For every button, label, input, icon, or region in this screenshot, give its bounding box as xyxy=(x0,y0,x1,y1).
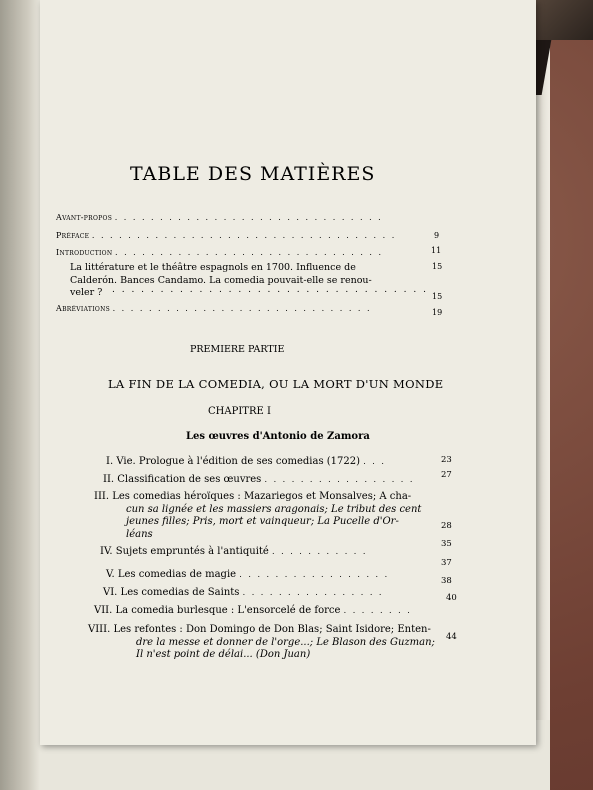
entry-text-continued: cun sa lignée et les massiers aragonais; Le tribut des cent xyxy=(126,503,422,515)
chapter-heading: CHAPITRE I xyxy=(208,406,271,417)
toc-entry xyxy=(88,624,440,662)
entry-number: II. xyxy=(103,474,115,485)
leader-dots: . . . . . . . . . . . . . . . . . xyxy=(264,475,415,484)
leader-dots: . . . . . . . . . . . . . . . . . . . . . . . . . . . . . . . . . xyxy=(112,285,428,295)
entry-text: Les refontes : Don Domingo de Don Blas; Saint Isidore; Enten- xyxy=(113,624,431,635)
leader-dots: . . . xyxy=(363,457,386,466)
leader-dots: . . . . . . . . . . . . . . . . . . . . . . . . . . . . . xyxy=(112,304,372,313)
intro-line: Calderón. Bances Candamo. La comedia pouvait-elle se renou- xyxy=(70,274,372,286)
leader-dots: . . . . . . . . . . . . . . . . . xyxy=(239,570,390,579)
intro-line: La littérature et le théâtre espagnols en 1700. Influence de xyxy=(70,262,356,273)
part-title: LA FIN DE LA COMEDIA, OU LA MORT D'UN MONDE xyxy=(108,377,444,391)
page-number: 27 xyxy=(441,470,452,480)
entry-text: La comedia burlesque : L'ensorcelé de force xyxy=(115,605,341,616)
front-matter-preface xyxy=(56,231,416,240)
front-matter-label: Introduction xyxy=(56,248,113,257)
page-edges xyxy=(536,0,550,720)
intro-line: veler ? xyxy=(70,287,103,298)
binding-shadow xyxy=(0,0,40,790)
entry-number: VI. xyxy=(103,587,118,598)
part-heading: PREMIERE PARTIE xyxy=(190,344,285,355)
entry-number: IV. xyxy=(100,546,113,557)
toc-entry xyxy=(100,546,460,559)
page-number: 38 xyxy=(441,576,452,586)
entry-text-continued: dre la messe et donner de l'orge...; Le Blason des Guzman; xyxy=(136,636,435,648)
page-number: 19 xyxy=(432,308,443,317)
toc-entry xyxy=(94,605,454,618)
entry-text: Classification de ses œuvres xyxy=(117,474,262,485)
leader-dots: . . . . . . . . . . . . . . . . . . . . . . . . . . . . . . xyxy=(114,213,383,222)
entry-number: V. xyxy=(106,569,115,580)
toc-entry xyxy=(94,491,444,541)
entry-text: Sujets empruntés à l'antiquité xyxy=(115,546,269,557)
entry-number: VII. xyxy=(94,605,113,616)
front-matter-avant-propos xyxy=(56,213,416,222)
toc-entry xyxy=(106,569,466,582)
page-number: 15 xyxy=(432,292,443,301)
entry-number: I. xyxy=(106,456,114,467)
page-number: 40 xyxy=(446,593,457,603)
front-matter-abbreviations xyxy=(56,304,416,313)
entry-number: VIII. xyxy=(88,624,111,635)
entry-number: III. xyxy=(94,491,110,502)
page-number: 44 xyxy=(446,632,457,642)
page-number: 9 xyxy=(434,231,440,240)
page-number: 28 xyxy=(441,521,452,531)
page-title: TABLE DES MATIÈRES xyxy=(130,163,376,185)
toc-entry xyxy=(103,474,463,487)
page-number: 23 xyxy=(441,455,452,465)
entry-text: Vie. Prologue à l'édition de ses comedias (1722) xyxy=(116,456,360,467)
chapter-title: Les œuvres d'Antonio de Zamora xyxy=(186,431,370,442)
leader-dots: . . . . . . . . . . . . . . . . . . . . . . . . . . . . . . xyxy=(115,248,384,257)
entry-text-continued: jeunes filles; Pris, mort et vainqueur; La Pucelle d'Or- xyxy=(126,516,399,527)
leader-dots: . . . . . . . . xyxy=(343,606,412,615)
entry-text-continued: Il n'est point de délai... (Don Juan) xyxy=(136,649,311,660)
toc-entry xyxy=(103,587,463,600)
front-matter-introduction xyxy=(56,248,416,257)
entry-text: Les comedias de magie xyxy=(117,569,237,580)
entry-text: Les comedias héroïques : Mazariegos et Monsalves; A cha- xyxy=(112,491,412,502)
front-matter-label: Préface xyxy=(56,231,90,240)
page-number: 11 xyxy=(431,246,442,255)
leader-dots: . . . . . . . . . . . . . . . . xyxy=(242,588,384,597)
page-number: 15 xyxy=(432,262,443,271)
leader-dots: . . . . . . . . . . . . . . . . . . . . . . . . . . . . . . . . . . xyxy=(91,231,397,240)
front-matter-label: Abréviations xyxy=(56,304,111,313)
page-number: 37 xyxy=(441,558,452,568)
page-number: 35 xyxy=(441,539,452,549)
entry-text: Les comedias de Saints xyxy=(120,587,240,598)
front-matter-label: Avant-propos xyxy=(56,213,113,222)
toc-entry xyxy=(106,456,466,469)
leader-dots: . . . . . . . . . . . xyxy=(272,547,368,556)
entry-text-continued: léans xyxy=(126,528,153,540)
